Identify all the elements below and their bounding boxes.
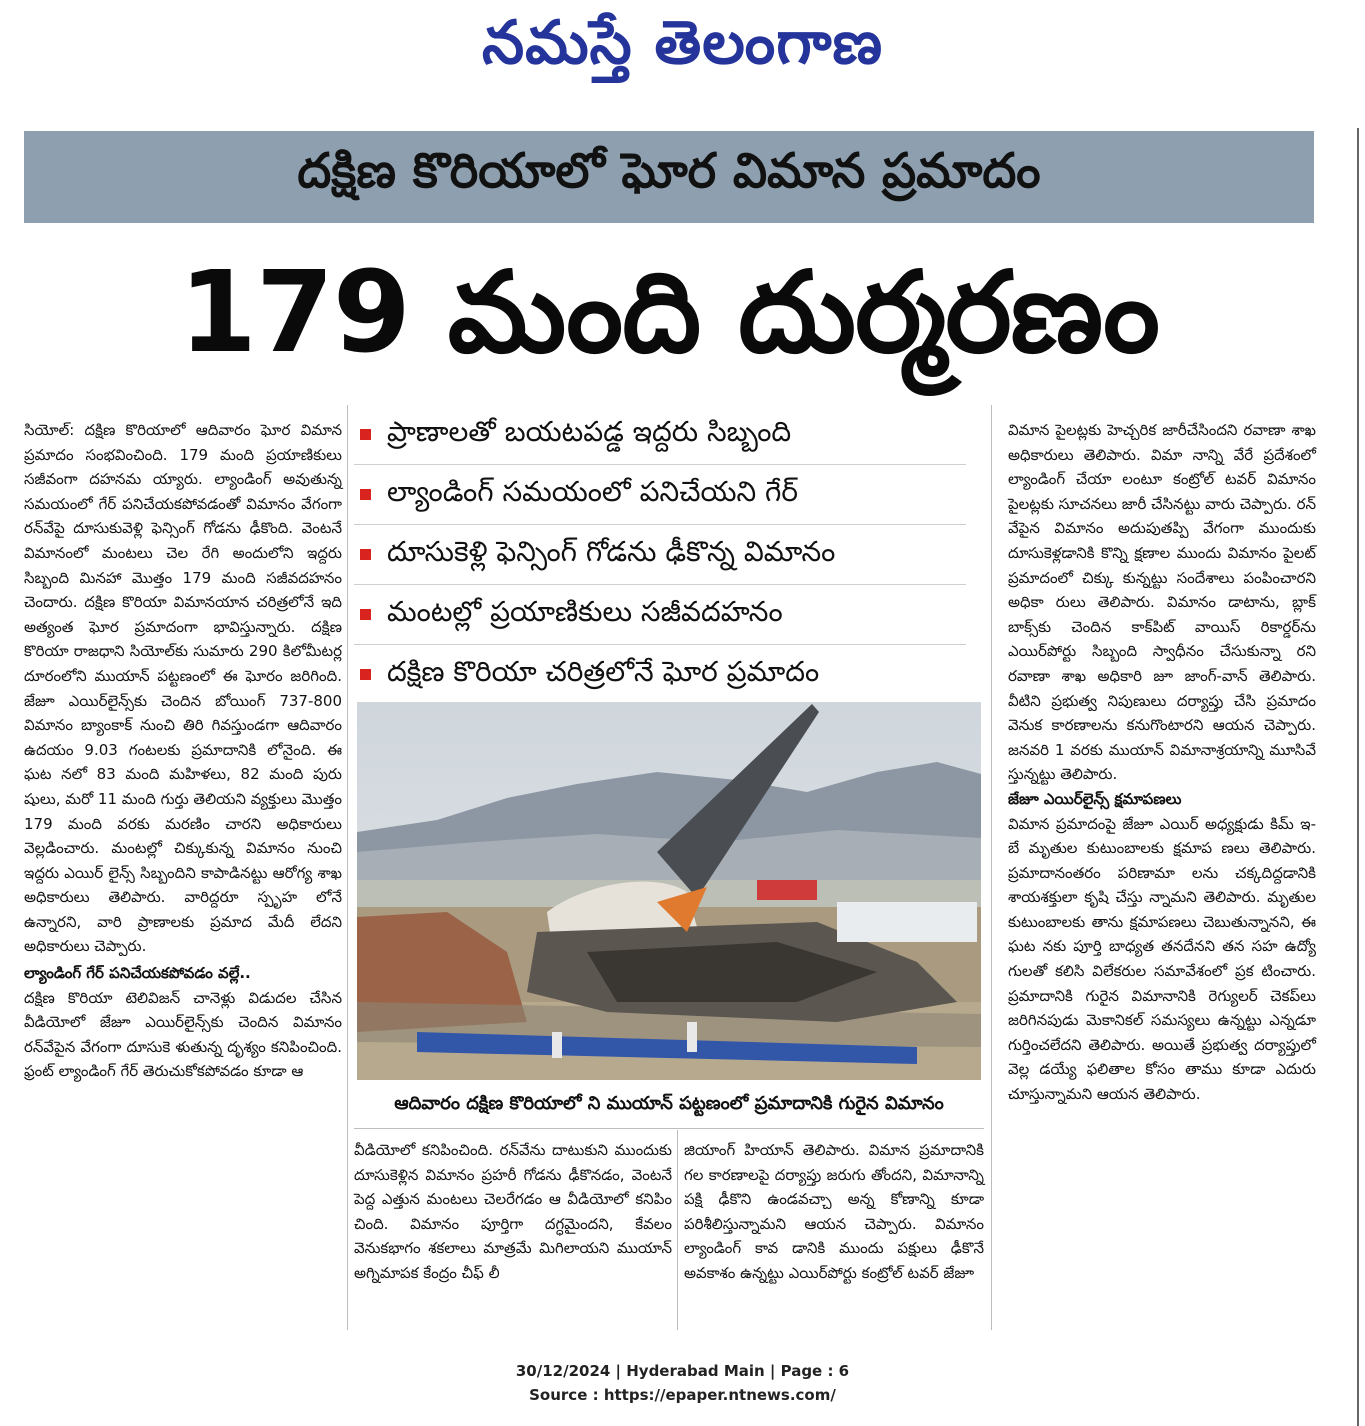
paragraph: వీడియోలో కనిపించింది. రన్‌వేను దాటుకుని ముందుకు దూసుకెళ్లిన విమానం ప్రహరీ గోడను ఢీకొనడం, వెంటనే పెద్ద ఎత్తున మంటలు చెలరేగడం ఆ వీడియోలో కనిపిం చింది. విమానం పూర్తిగా దగ్ధమైందని, కేవలం వెనుకభాగం శకలాలు మాత్రమే మిగిలాయని ముయాన్ అగ్నిమాపక కేంద్రం చీఫ్ లీ: [354, 1141, 672, 1282]
headline: 179 మంది దుర్మరణం: [179, 248, 1159, 378]
masthead-logo: నమస్తే తెలంగాణ: [481, 8, 884, 78]
article-column-1: [24, 418, 342, 1084]
highlights-list: [354, 405, 966, 704]
paragraph: విమాన పైలట్లకు హెచ్చరిక జారీచేసిందని రవాణా శాఖ అధికారులు తెలిపారు. విమా నాన్ని వేరే ప్రదేశంలో ల్యాండింగ్ చేయా లంటూ కంట్రోల్ టవర్ విమానం పైలట్లకు సూచనలు జారీ చేసినట్టు వారు చెప్పారు. రన్ వేపైన విమానం అదుపుతప్పి వేగంగా ముందుకు దూసుకెళ్లడానికి కొన్ని క్షణాల ముందు విమానం పైలట్ ప్రమాదంలో చిక్కు కున్నట్టు సందేశాలు పంపించారని అధికా రులు తెలిపారు. విమానం డాటాను, బ్లాక్ బాక్స్‌కు చెందిన కాక్‌పిట్ వాయిస్ రికార్డర్‌ను ఎయిర్‌పోర్టు సిబ్బంది స్వాధీనం చేసుకున్నా రని రవాణా శాఖ అధికారి జూ జాంగ్-వాన్ తెలిపారు. వీటిని ప్రభుత్వ నిపుణులు దర్యాప్తు చేసి ప్రమాదం వెనుక కారణాలను కనుగొంటారని ఆయన చెప్పారు. జనవరి 1 వరకు ముయాన్ విమానాశ్రయాన్ని మూసివే స్తున్నట్టు తెలిపారు.: [1008, 421, 1316, 784]
column-divider: [991, 405, 992, 1330]
source-line: Source : https://epaper.ntnews.com/: [529, 1386, 836, 1404]
subheading: జేజూ ఎయిర్‌లైన్స్ క్షమాపణలు: [1008, 789, 1182, 808]
article-column-2: [354, 1138, 672, 1286]
edition-line: 30/12/2024 | Hyderabad Main | Page : 6: [515, 1362, 850, 1380]
highlight-item: మంటల్లో ప్రయాణికులు సజీవదహనం: [354, 585, 966, 645]
kicker-band: దక్షిణ కొరియాలో ఘోర విమాన ప్రమాదం: [24, 131, 1314, 223]
paragraph: సియోల్: దక్షిణ కొరియాలో ఆదివారం ఘోర విమాన ప్రమాదం సంభవించింది. 179 మంది ప్రయాణికులు సజీవంగా దహనమ య్యారు. ల్యాండింగ్ అవుతున్న సమయంలో గేర్ పనిచేయకపోవడంతో విమానం వేగంగా రన్‌వేపై దూసుకువెళ్లి ఫెన్సింగ్ గోడను ఢీకొంది. వెంటనే విమానంలో మంటలు చెల రేగి అందులోని ఇద్దరు సిబ్బంది మినహా మొత్తం 179 మంది సజీవదహనం చెందారు. దక్షిణ కొరియా విమానయాన చరిత్రలోనే ఇది అత్యంత ఘోర ప్రమాదంగా భావిస్తున్నారు. దక్షిణ కొరియా రాజధాని సియోల్‌కు సుమారు 290 కిలోమీటర్ల దూరంలోని ముయాన్ పట్టణంలో ఈ ఘోరం జరిగింది. జేజూ ఎయిర్‌లైన్స్‌కు చెందిన బోయింగ్ 737-800 విమానం బ్యాంకాక్ నుంచి తిరి గివస్తుండగా ఆదివారం ఉదయం 9.03 గంటలకు ప్రమాదానికి లోనైంది. ఈ ఘట నలో 83 మంది మహిళలు, 82 మంది పురు షులు, మరో 11 మంది గుర్తు తెలియని వ్యక్తులు మొత్తం 179 మంది వరకు మరణిం చారని అధికారులు వెల్లడించారు. మంటల్లో చిక్కుకున్న విమానం నుంచి ఇద్దరు ఎయిర్ లైన్స్ సిబ్బందిని కాపాడినట్టు ఆరోగ్య శాఖ అధికారులు తెలిపారు. వారిద్దరూ స్పృహ లోనే ఉన్నారని, వారి ప్రాణాలకు ప్రమాద మేదీ లేదని అధికారులు చెప్పారు.: [24, 421, 342, 956]
caption-rule: [354, 1128, 984, 1129]
photo-caption: ఆదివారం దక్షిణ కొరియాలో ని ముయాన్ పట్టణంలో ప్రమాదానికి గురైన విమానం: [394, 1093, 944, 1114]
highlight-item: దూసుకెళ్లి ఫెన్సింగ్ గోడను ఢీకొన్న విమానం: [354, 525, 966, 585]
highlight-item: దక్షిణ కొరియా చరిత్రలోనే ఘోర ప్రమాదం: [354, 645, 966, 704]
highlight-item: ప్రాణాలతో బయటపడ్డ ఇద్దరు సిబ్బంది: [354, 405, 966, 465]
bullet-square-icon: [360, 549, 371, 560]
bullet-square-icon: [360, 489, 371, 500]
crash-photo: [357, 702, 981, 1080]
bullet-square-icon: [360, 669, 371, 680]
subheading: ల్యాండింగ్ గేర్ పనిచేయకపోవడం వల్లే..: [24, 964, 251, 983]
paragraph: జియాంగ్ హియాన్ తెలిపారు. విమాన ప్రమాదానికి గల కారణాలపై దర్యాప్తు జరుగు తోందని, విమానాన్ని పక్షి ఢీకొని ఉండవచ్చా అన్న కోణాన్ని కూడా పరిశీలిస్తున్నామని ఆయన చెప్పారు. విమానం ల్యాండింగ్ కావ డానికి ముందు పక్షులు ఢీకొనే అవకాశం ఉన్నట్టు ఎయిర్‌పోర్టు కంట్రోల్ టవర్ జేజూ: [684, 1141, 984, 1282]
article-column-3: [684, 1138, 984, 1286]
paragraph: విమాన ప్రమాదంపై జేజూ ఎయిర్ అధ్యక్షుడు కిమ్ ఇ-బే మృతుల కుటుంబాలకు క్షమాప ణలు తెలిపారు. ప్రమాదానంతరం పరిణామా లను చక్కదిద్దడానికి శాయశక్తులా కృషి చేస్తు న్నామని తెలిపారు. మృతుల కుటుంబాలకు తాను క్షమాపణలు చెబుతున్నానని, ఈ ఘట నకు పూర్తి బాధ్యత తనదేనని తన సహ ఉద్యో గులతో కలిసి విలేకరుల సమావేశంలో ప్రక టించారు. ప్రమాదానికి గురైన విమానానికి రెగ్యులర్ చెకప్‌లు జరిగినపుడు మెకానికల్ సమస్యలు ఉన్నట్టు ఎన్నడూ గుర్తించలేదని తెలిపారు. అయితే ప్రభుత్వ దర్యాప్తులో వెల్ల డయ్యే ఫలితాల కోసం తాము కూడా ఎదురు చూస్తున్నామని ఆయన తెలిపారు.: [1008, 814, 1316, 1104]
column-divider: [677, 1130, 678, 1330]
page-edge-bar: [1357, 128, 1359, 1426]
highlight-item: ల్యాండింగ్ సమయంలో పనిచేయని గేర్: [354, 465, 966, 525]
bullet-square-icon: [360, 429, 371, 440]
paragraph: దక్షిణ కొరియా టెలివిజన్ చానెళ్లు విడుదల చేసిన వీడియోలో జేజూ ఎయిర్‌లైన్స్‌కు చెందిన విమానం రన్‌వేపైన వేగంగా దూసుకె ళుతున్న దృశ్యం కనిపించింది. ఫ్రంట్ ల్యాండింగ్ గేర్ తెరుచుకోకపోవడం కూడా ఆ: [24, 988, 342, 1081]
column-divider: [347, 405, 348, 1330]
bullet-square-icon: [360, 609, 371, 620]
article-column-4: [1008, 418, 1316, 1107]
